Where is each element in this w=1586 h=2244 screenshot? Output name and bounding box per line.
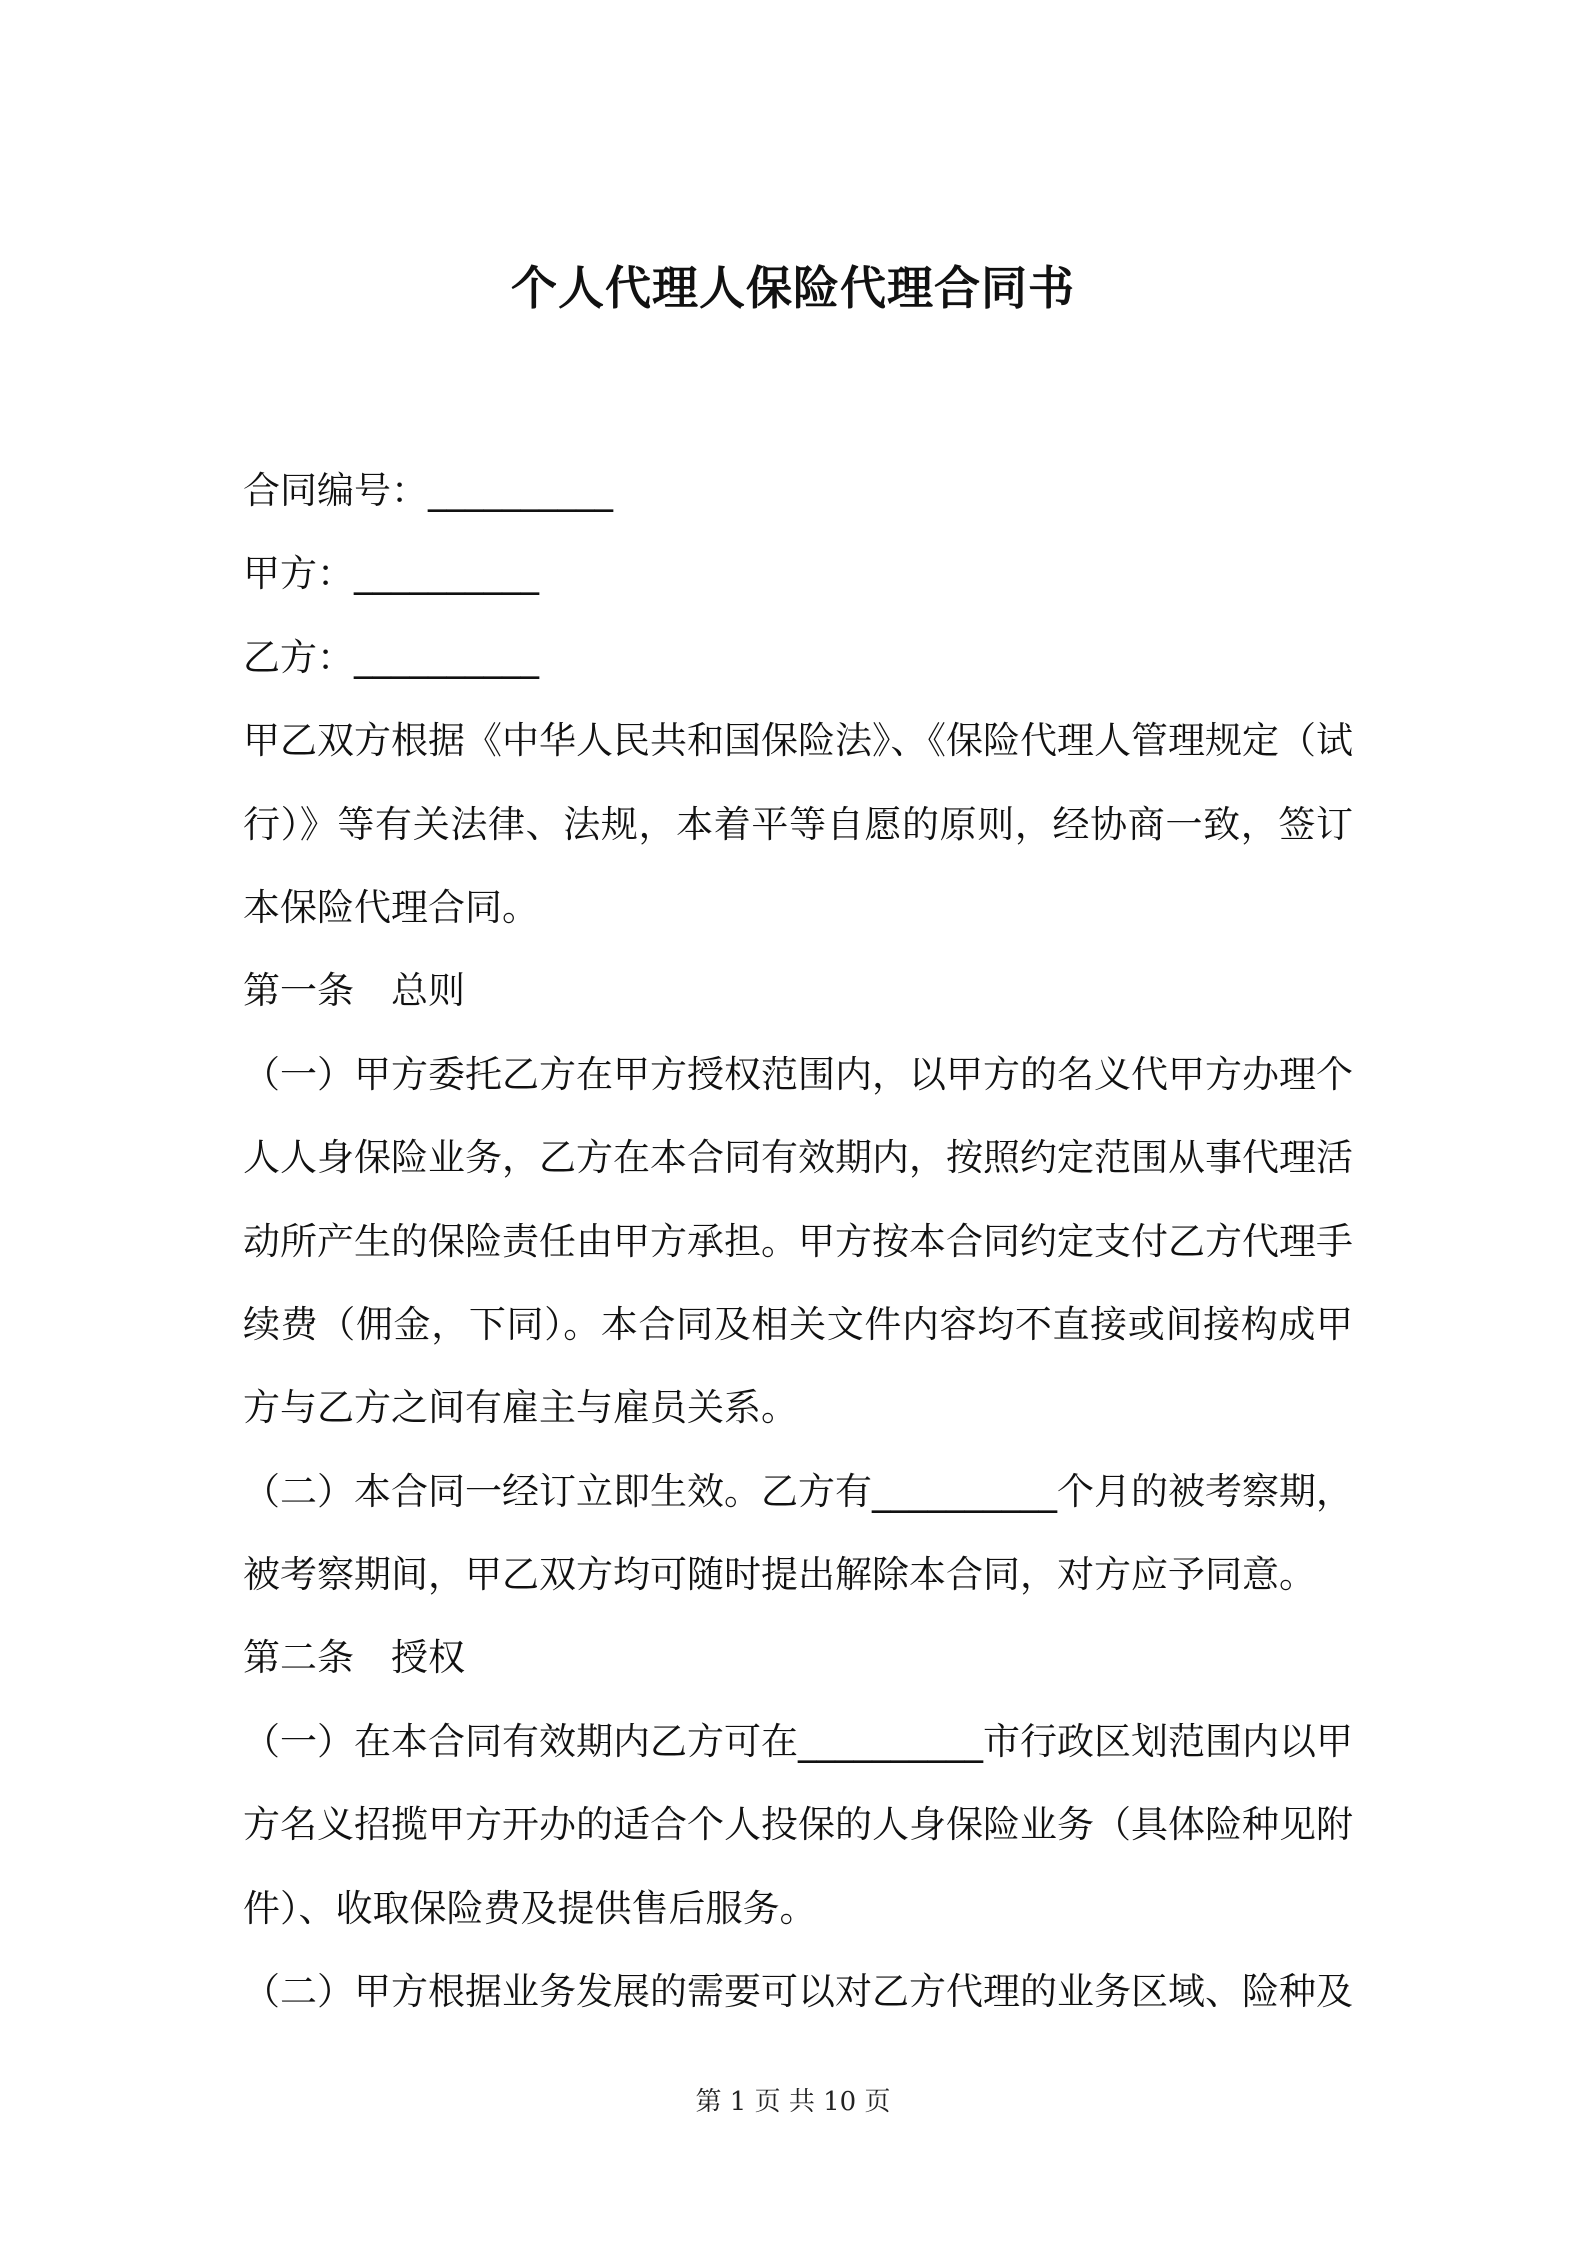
document-line: （一）甲方委托乙方在甲方授权范围内，以甲方的名义代甲方办理个 [243,1052,1353,1096]
document-line: 甲乙双方根据《中华人民共和国保险法》、《保险代理人管理规定（试 [243,719,1353,763]
document-title: 个人代理人保险代理合同书 [511,261,1075,315]
document-line: 乙方：__________ [243,635,539,679]
document-line: 本保险代理合同。 [243,885,539,929]
document-line: 第一条 总则 [243,969,465,1013]
document-line: 被考察期间，甲乙双方均可随时提出解除本合同，对方应予同意。 [243,1553,1316,1597]
document-line: 合同编号：__________ [243,469,613,512]
document-line: （二）甲方根据业务发展的需要可以对乙方代理的业务区域、险种及 [243,1970,1353,2014]
document-line: 人人身保险业务，乙方在本合同有效期内，按照约定范围从事代理活 [243,1136,1353,1180]
document-line: 件）、收取保险费及提供售后服务。 [243,1886,817,1930]
document-line: （一）在本合同有效期内乙方可在__________市行政区划范围内以甲 [243,1719,1353,1763]
page-footer: 第 1 页 共 10 页 [695,2087,891,2117]
document-line: 甲方：__________ [243,552,539,596]
document-line: 动所产生的保险责任由甲方承担。甲方按本合同约定支付乙方代理手 [243,1219,1353,1263]
document-line: 行）》等有关法律、法规，本着平等自愿的原则，经协商一致，签订 [243,802,1353,846]
document-body [243,449,1353,2033]
document-line: 方与乙方之间有雇主与雇员关系。 [243,1386,798,1430]
document-line: 续费（佣金，下同）。本合同及相关文件内容均不直接或间接构成甲 [243,1302,1353,1346]
document-line: 第二条 授权 [243,1636,465,1680]
document-line: （二）本合同一经订立即生效。乙方有__________个月的被考察期， [243,1469,1353,1513]
document-line: 方名义招揽甲方开办的适合个人投保的人身保险业务（具体险种见附 [243,1803,1353,1847]
